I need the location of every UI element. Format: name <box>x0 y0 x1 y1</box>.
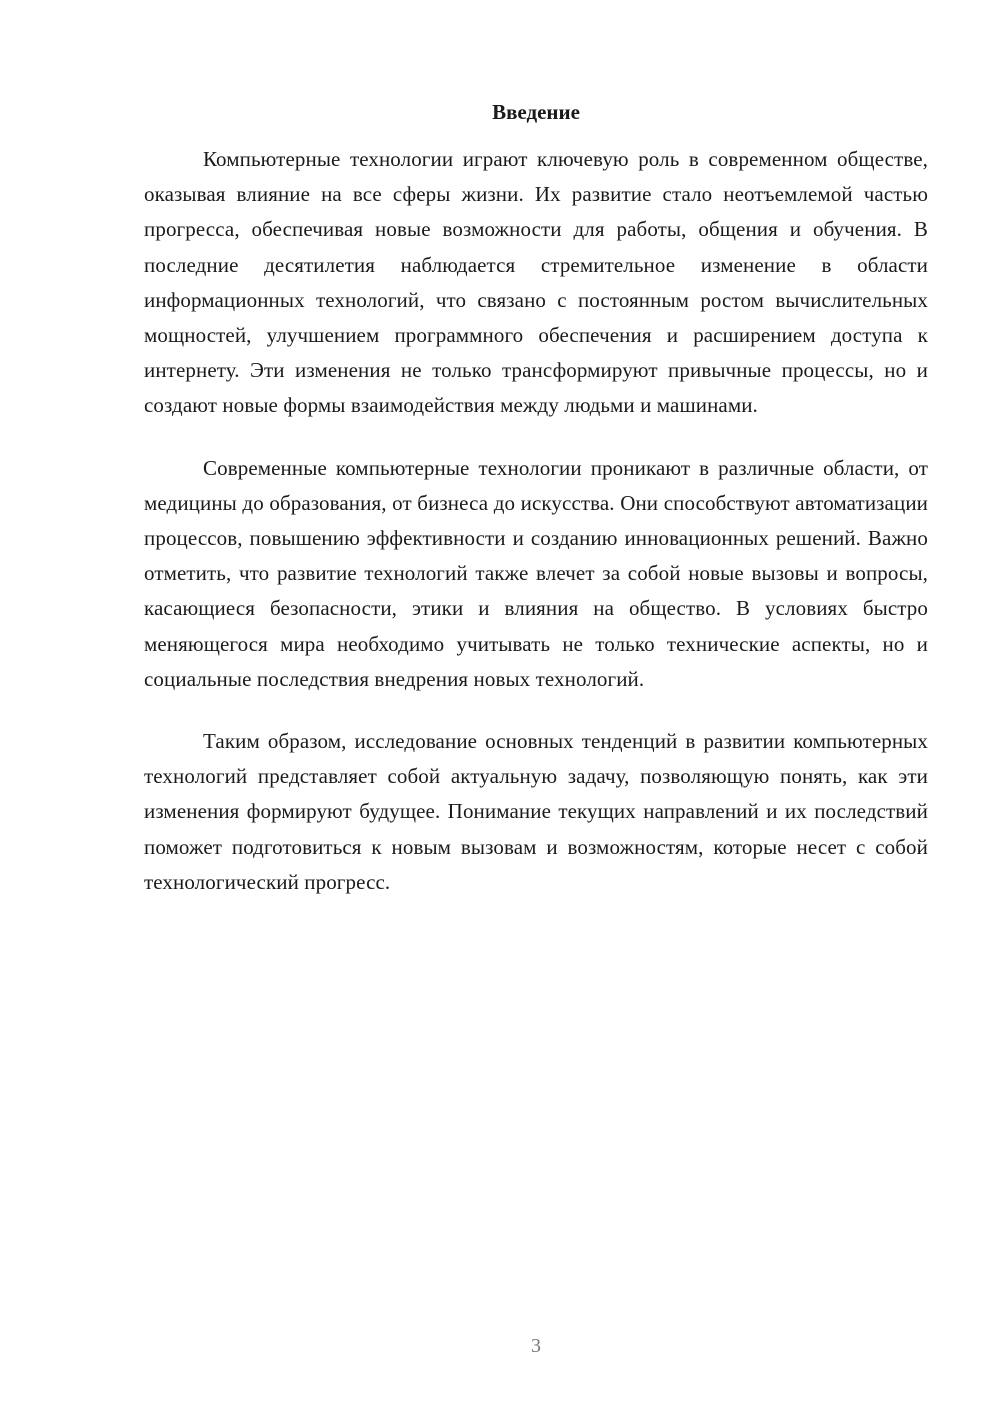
body-text <box>144 142 928 927</box>
page-number: 3 <box>531 1335 541 1357</box>
section-heading: Введение <box>492 100 580 124</box>
paragraph-2: Современные компьютерные технологии проникают в различные области, от медицины до образования, от бизнеса до искусства. Они способствуют автоматизации процессов, повышению эффективности и созданию инновационных решений. Важно отметить, что развитие технологий также влечет за собой новые вызовы и вопросы, касающиеся безопасности, этики и влияния на общество. В условиях быстро меняющегося мира необходимо учитывать не только технические аспекты, но и социальные последствия внедрения новых технологий. <box>144 455 928 691</box>
paragraph-3: Таким образом, исследование основных тенденций в развитии компьютерных технологий представляет собой актуальную задачу, позволяющую понять, как эти изменения формируют будущее. Понимание текущих направлений и их последствий поможет подготовиться к новым вызовам и возможностям, которые несет с собой технологический прогресс. <box>144 729 928 894</box>
paragraph-1: Компьютерные технологии играют ключевую роль в современном обществе, оказывая влияние на все сферы жизни. Их развитие стало неотъемлемой частью прогресса, обеспечивая новые возможности для работы, общения и обучения. В последние десятилетия наблюдается стремительное изменение в области информационных технологий, что связано с постоянным ростом вычислительных мощностей, улучшением программного обеспечения и расширением доступа к интернету. Эти изменения не только трансформируют привычные процессы, но и создают новые формы взаимодействия между людьми и машинами. <box>144 147 928 418</box>
